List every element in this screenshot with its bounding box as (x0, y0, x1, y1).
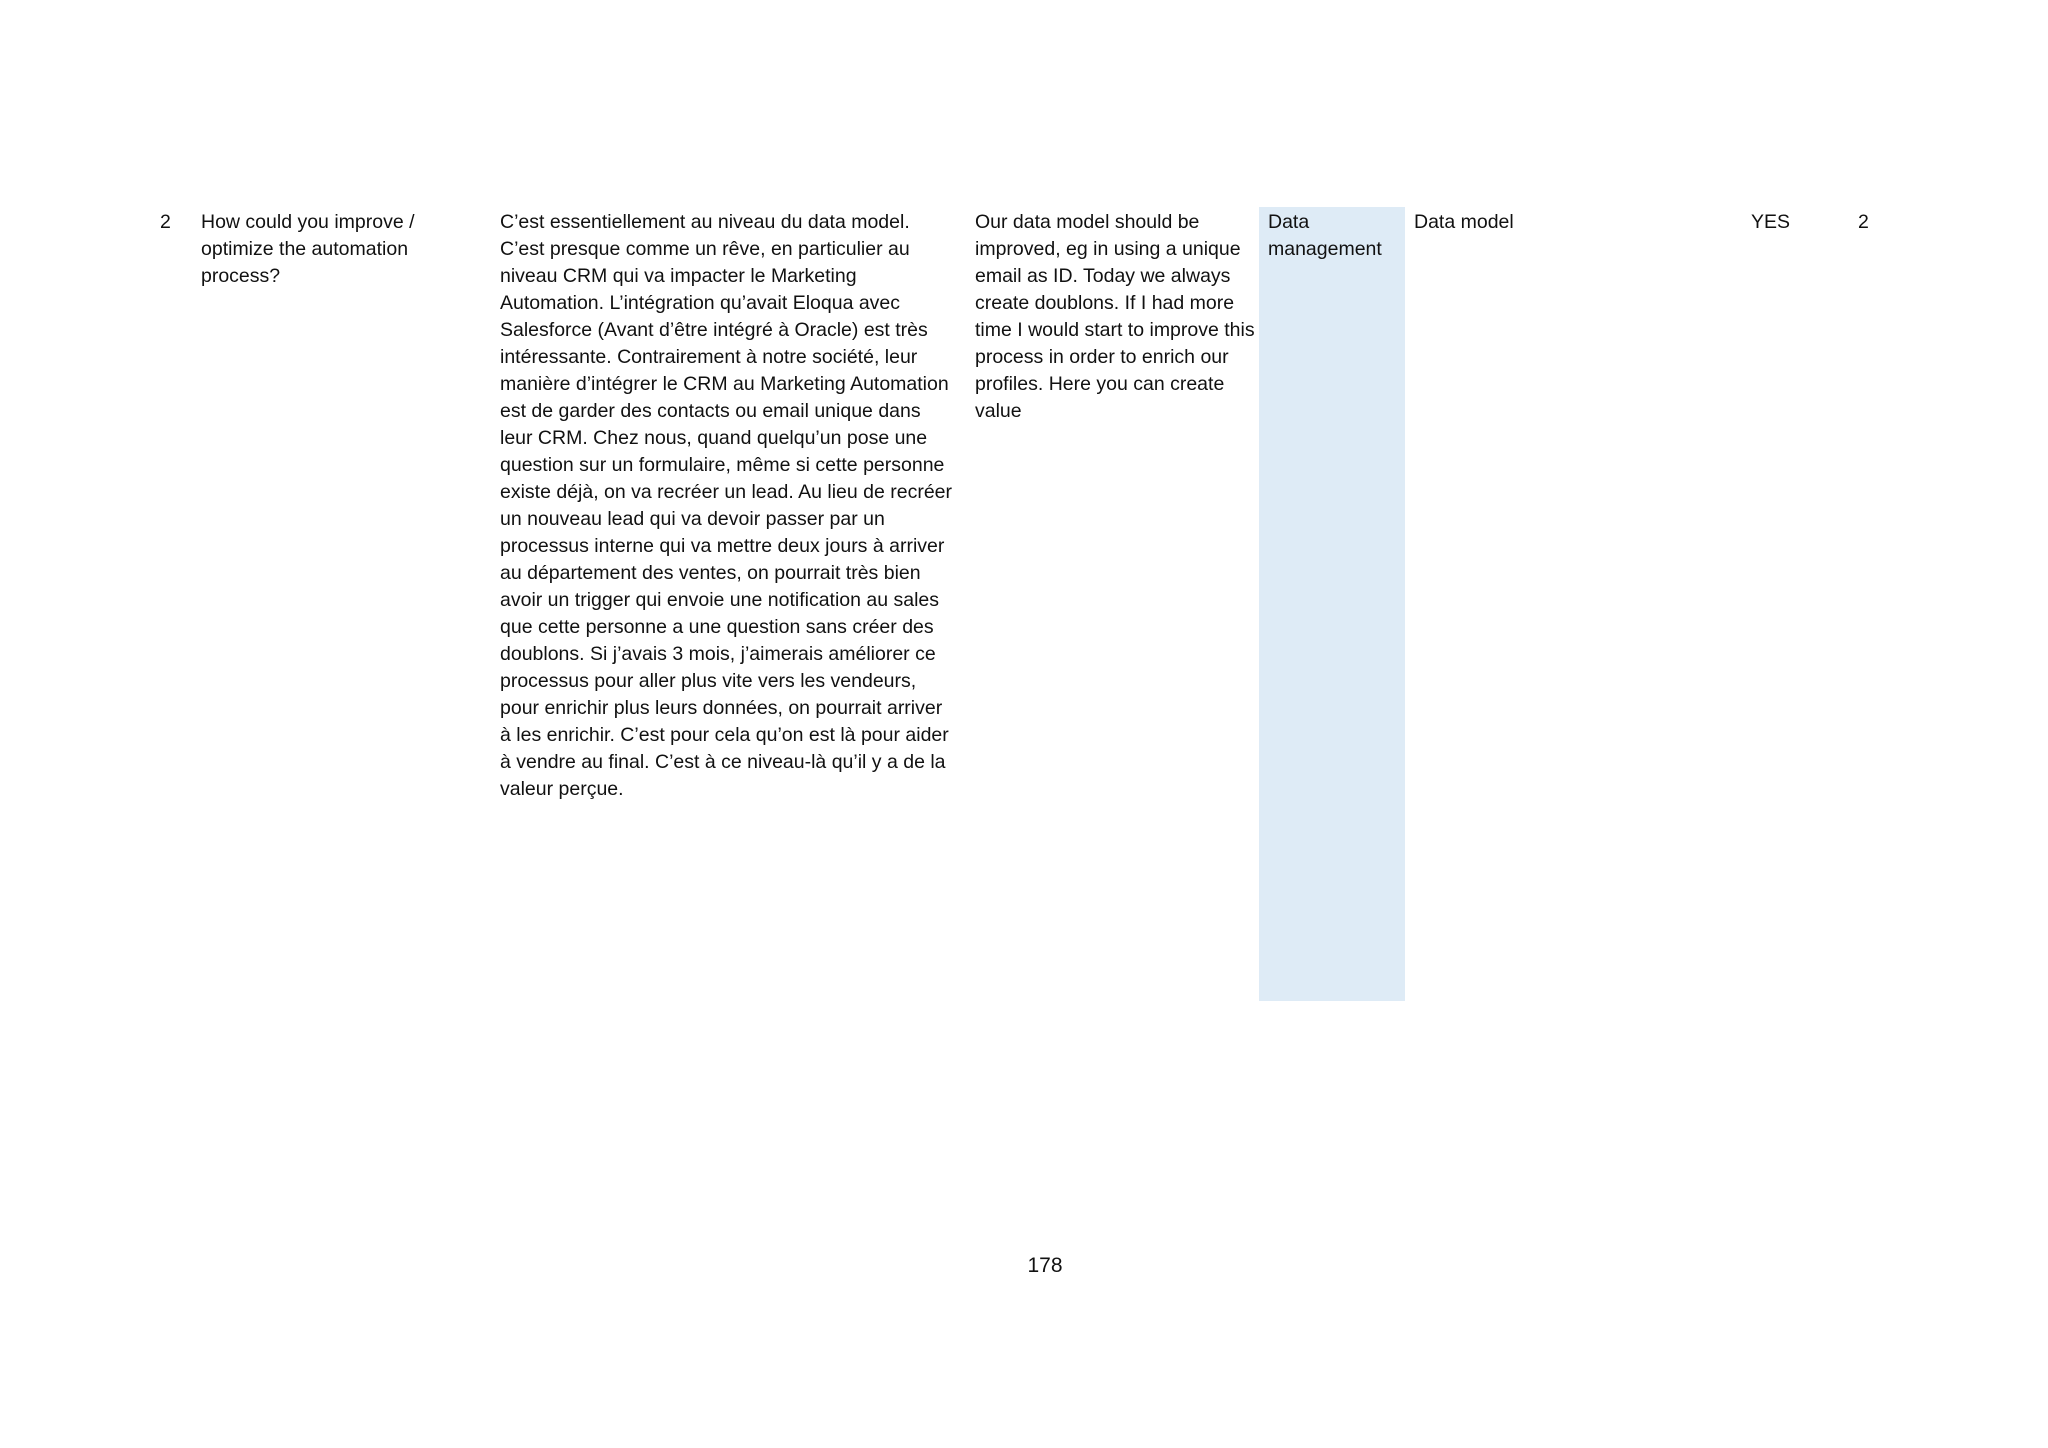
yes-flag: YES (1751, 211, 1791, 233)
answer-french: C’est essentiellement au niveau du data model. C’est presque comme un rêve, en particulier au niveau CRM qui va impacter le Marketing Automation. L’intégration qu’avait Eloqua avec Salesforce (Avant d’être intégré à Oracle) est très intéressante. Contrairement à notre société, leur manière d’intégrer le CRM au Marketing Automation est de garder des contacts ou email unique dans leur CRM. Chez nous, quand quelqu’un pose une question sur un formulaire, même si cette personne existe déjà, on va recréer un lead. Au lieu de recréer un nouveau lead qui va devoir passer par un processus interne qui va mettre deux jours à arriver au département des ventes, on pourrait très bien avoir un trigger qui envoie une notification au sales que cette personne a une question sans créer des doublons. Si j’avais 3 mois, j’aimerais améliorer ce processus pour aller plus vite vers les vendeurs, pour enrichir plus leurs données, on pourrait arriver à les enrichir. C’est pour cela qu’on est là pour aider à vendre au final. C’est à ce niveau-là qu’il y a de la valeur perçue. (500, 211, 953, 800)
category-highlight (1259, 207, 1405, 1001)
category-label: Data management (1268, 211, 1382, 260)
row-number: 2 (160, 211, 171, 233)
question-text: How could you improve / optimize the automation process? (201, 211, 415, 287)
score-value: 2 (1858, 211, 1869, 233)
answer-english: Our data model should be improved, eg in using a unique email as ID. Today we always create doublons. If I had more time I would start to improve this process in order to enrich our profiles. Here you can create value (975, 211, 1255, 422)
subcategory-label: Data model (1414, 211, 1514, 233)
page-number: 178 (1027, 1254, 1063, 1277)
